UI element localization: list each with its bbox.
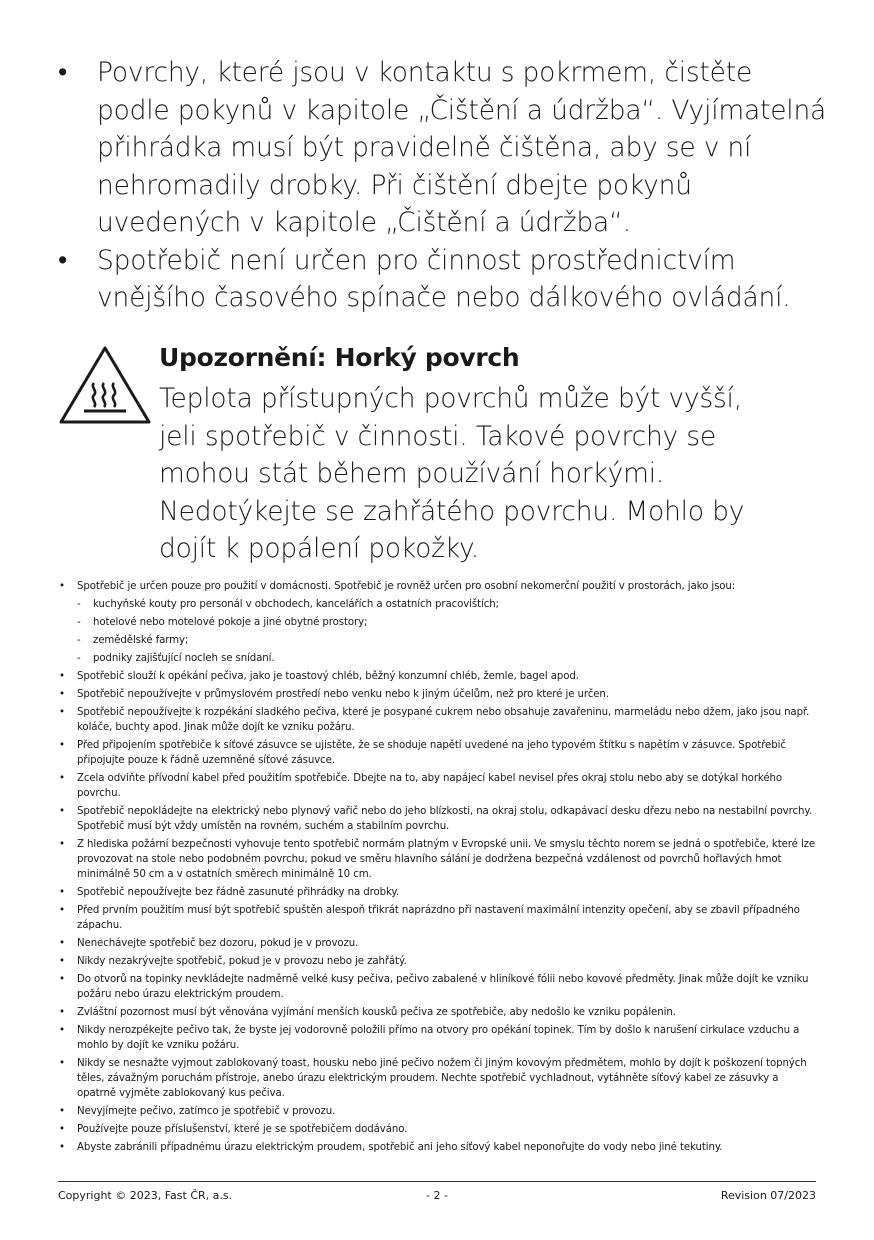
list-item: • Používejte pouze příslušenství, které je se spotřebičem dodáváno. (59, 1124, 408, 1135)
list-item-text: Zvláštní pozornost musí být věnována vyjímání menších kousků pečiva ze spotřebiče, aby nedošlo ke vzniku popálenin. (77, 1007, 676, 1018)
list-item-text: Zcela odviňte přívodní kabel před použitím spotřebiče. Dbejte na to, aby napájecí kabel nevisel přes okraj stolu nebo aby se dotýkal horkého povrchu. (77, 773, 782, 799)
hot-surface-warning-icon (58, 345, 152, 425)
footer-page-number: - 2 - (426, 1189, 448, 1202)
warning-text: Teplota přístupných povrchů může být vyšší, jeli spotřebič v činnosti. Takové povrchy se mohou stát během používání horkými. Nedotýkejte se zahřátého povrchu. Mohlo by dojít k popálení pokožky. (159, 383, 745, 564)
list-item-text: Spotřebič je určen pouze pro použití v domácnosti. Spotřebič je rovněž určen pro osobní nekomerční použití v prostorách, jako jsou: (77, 581, 736, 592)
list-item: • Nevyjímejte pečivo, zatímco je spotřebič v provozu. (59, 1106, 336, 1117)
list-item-text: Spotřebič nepokládejte na elektrický nebo plynový vařič nebo do jeho blízkosti, na okraj stolu, odkapávací desku dřezu nebo na nestabilní povrchy. Spotřebič musí být vždy umístěn na rovném, suchém a stabilním povrchu. (77, 806, 812, 832)
list-item: • Spotřebič nepokládejte na elektrický nebo plynový vařič nebo do jeho blízkosti, na okraj stolu, odkapávací desku dřezu nebo na nestabilní povrchy. Spotřebič musí být vždy umístěn na rovném, suchém a stabilním povrchu. (59, 806, 812, 832)
footer-divider (58, 1181, 816, 1182)
list-item-text: Nenechávejte spotřebič bez dozoru, pokud je v provozu. (77, 938, 359, 949)
list-item: • Před připojením spotřebiče k síťové zásuvce se ujistěte, že se shoduje napětí uvedené na jeho typovém štítku s napětím v zásuvce. Spotřebič připojujte pouze k řádně uzemněné síťové zásuvce. (59, 740, 786, 766)
list-item-text: Před prvním použitím musí být spotřebič spuštěn alespoň třikrát naprázdno při nastavení maximální intenzity opečení, aby se zbavil případného zápachu. (77, 905, 800, 931)
list-item-text: Z hlediska požární bezpečnosti vyhovuje tento spotřebič normám platným v Evropské unii. Ve smyslu těchto norem se jedná o spotřebiče, které lze provozovat na stole nebo podobném povrchu, pokud ve směru hlavního sálání je dodržena bezpečná vzdálenost od povrchů hořlavých hmot minimálně 50 cm a v ostatních směrech minimálně 10 cm. (77, 839, 816, 880)
list-item-text: Spotřebič slouží k opékání pečiva, jako je toastový chléb, běžný konzumní chléb, žemle, bagel apod. (77, 671, 579, 682)
list-item-text: Spotřebič nepoužívejte bez řádně zasunuté přihrádky na drobky. (77, 887, 400, 898)
list-item-text: zemědělské farmy; (93, 635, 189, 646)
list-item-text: Před připojením spotřebiče k síťové zásuvce se ujistěte, že se shoduje napětí uvedené na jeho typovém štítku s napětím v zásuvce. Spotřebič připojujte pouze k řádně uzemněné síťové zásuvce. (77, 740, 786, 766)
list-item-text: hotelové nebo motelové pokoje a jiné obytné prostory; (93, 617, 368, 628)
list-item: • Spotřebič nepoužívejte v průmyslovém prostředí nebo venku nebo k jiným účelům, než pro které je určen. (59, 689, 609, 700)
list-item: • Z hlediska požární bezpečnosti vyhovuje tento spotřebič normám platným v Evropské unii. Ve smyslu těchto norem se jedná o spotřebiče, které lze provozovat na stole nebo podobném povrchu, pokud ve směru hlavního sálání je dodržena bezpečná vzdálenost od povrchů hořlavých hmot minimálně 50 cm a v ostatních směrech minimálně 10 cm. (59, 839, 816, 880)
list-item: • Do otvorů na topinky nevkládejte nadměrně velké kusy pečiva, pečivo zabalené v hliníkové fólii nebo kovové předměty. Jinak může dojít ke vzniku požáru nebo úrazu elektrickým proudem. (59, 974, 809, 1000)
list-item: • Před prvním použitím musí být spotřebič spuštěn alespoň třikrát naprázdno při nastavení maximální intenzity opečení, aby se zbavil případného zápachu. (59, 905, 800, 931)
warning-title: Upozornění: Horký povrch (159, 343, 520, 372)
list-item: • Spotřebič nepoužívejte k rozpékání sladkého pečiva, které je posypané cukrem nebo obsahuje zavařeninu, marmeládu nebo džem, jako jsou např. koláče, buchty apod. Jinak může dojít ke vzniku požáru. (59, 707, 810, 733)
list-item: • Abyste zabránili případnému úrazu elektrickým proudem, spotřebič ani jeho síťový kabel neponořujte do vody nebo jiné tekutiny. (59, 1142, 723, 1153)
intro-bullet-list (58, 54, 828, 317)
list-item-text: Spotřebič nepoužívejte v průmyslovém prostředí nebo venku nebo k jiným účelům, než pro které je určen. (77, 689, 609, 700)
footer-copyright: Copyright © 2023, Fast ČR, a.s. (58, 1189, 233, 1202)
safety-instructions-list (58, 579, 818, 1158)
list-item: • Nikdy nezakrývejte spotřebič, pokud je v provozu nebo je zahřátý. (59, 956, 407, 967)
list-item: • Spotřebič není určen pro činnost prostřednictvím vnějšího časového spínače nebo dálkového ovládání. (58, 244, 791, 313)
footer-revision: Revision 07/2023 (720, 1189, 816, 1202)
list-item-text: Spotřebič není určen pro činnost prostřednictvím vnějšího časového spínače nebo dálkového ovládání. (97, 244, 791, 313)
sub-list-item: - podniky zajišťující nocleh se snídaní. (77, 653, 275, 664)
list-item-text: kuchyňské kouty pro personál v obchodech, kancelářích a ostatních pracovištích; (93, 599, 499, 610)
list-item: • Povrchy, které jsou v kontaktu s pokrmem, čistěte podle pokynů v kapitole „Čištění a údržba“. Vyjímatelná přihrádka musí být pravidelně čištěna, aby se v ní nehromadily drobky. Při čištění dbejte pokynů uvedených v kapitole „Čištění a údržba“. (58, 57, 827, 238)
list-item: • Spotřebič slouží k opékání pečiva, jako je toastový chléb, běžný konzumní chléb, žemle, bagel apod. (59, 671, 579, 682)
list-item: • Nikdy nerozpékejte pečivo tak, že byste jej vodorovně položili přímo na otvory pro opékání topinek. Tím by došlo k narušení cirkulace vzduchu a mohlo by dojít ke vzniku požáru. (59, 1025, 800, 1051)
list-item-text: Do otvorů na topinky nevkládejte nadměrně velké kusy pečiva, pečivo zabalené v hliníkové fólii nebo kovové předměty. Jinak může dojít ke vzniku požáru nebo úrazu elektrickým proudem. (77, 974, 809, 1000)
list-item-text: Nikdy nerozpékejte pečivo tak, že byste jej vodorovně položili přímo na otvory pro opékání topinek. Tím by došlo k narušení cirkulace vzduchu a mohlo by dojít ke vzniku požáru. (77, 1025, 800, 1051)
list-item-text: Spotřebič nepoužívejte k rozpékání sladkého pečiva, které je posypané cukrem nebo obsahuje zavařeninu, marmeládu nebo džem, jako jsou např. koláče, buchty apod. Jinak může dojít ke vzniku požáru. (77, 707, 810, 733)
list-item: • Spotřebič nepoužívejte bez řádně zasunuté přihrádky na drobky. (59, 887, 400, 898)
sub-list-item: - zemědělské farmy; (77, 635, 189, 646)
list-item-text: podniky zajišťující nocleh se snídaní. (93, 653, 275, 664)
sub-list-item: - kuchyňské kouty pro personál v obchodech, kancelářích a ostatních pracovištích; (77, 599, 499, 610)
list-item-text: Používejte pouze příslušenství, které je se spotřebičem dodáváno. (77, 1124, 408, 1135)
list-item: • Zcela odviňte přívodní kabel před použitím spotřebiče. Dbejte na to, aby napájecí kabel nevisel přes okraj stolu nebo aby se dotýkal horkého povrchu. (59, 773, 782, 799)
list-item-text: Nevyjímejte pečivo, zatímco je spotřebič v provozu. (77, 1106, 336, 1117)
list-item-text: Abyste zabránili případnému úrazu elektrickým proudem, spotřebič ani jeho síťový kabel neponořujte do vody nebo jiné tekutiny. (77, 1142, 723, 1153)
list-item-text: Nikdy se nesnažte vyjmout zablokovaný toast, housku nebo jiné pečivo nožem či jiným kovovým předmětem, mohlo by dojít k poškození topných těles, závažným poruchám přístroje, anebo úrazu elektrickým proudem. Nechte spotřebič vychladnout, vytáhněte síťový kabel ze zásuvky a opatrně vyjměte zablokovaný kus pečiva. (77, 1058, 807, 1099)
list-item: • Spotřebič je určen pouze pro použití v domácnosti. Spotřebič je rovněž určen pro osobní nekomerční použití v prostorách, jako jsou: (59, 581, 736, 592)
list-item: • Zvláštní pozornost musí být věnována vyjímání menších kousků pečiva ze spotřebiče, aby nedošlo ke vzniku popálenin. (59, 1007, 676, 1018)
list-item: • Nikdy se nesnažte vyjmout zablokovaný toast, housku nebo jiné pečivo nožem či jiným kovovým předmětem, mohlo by dojít k poškození topných těles, závažným poruchám přístroje, anebo úrazu elektrickým proudem. Nechte spotřebič vychladnout, vytáhněte síťový kabel ze zásuvky a opatrně vyjměte zablokovaný kus pečiva. (59, 1058, 807, 1099)
sub-list-item: - hotelové nebo motelové pokoje a jiné obytné prostory; (77, 617, 368, 628)
list-item: • Nenechávejte spotřebič bez dozoru, pokud je v provozu. (59, 938, 359, 949)
list-item-text: Nikdy nezakrývejte spotřebič, pokud je v provozu nebo je zahřátý. (77, 956, 407, 967)
list-item-text: Povrchy, které jsou v kontaktu s pokrmem, čistěte podle pokynů v kapitole „Čištění a údržba“. Vyjímatelná přihrádka musí být pravidelně čištěna, aby se v ní nehromadily drobky. Při čištění dbejte pokynů uvedených v kapitole „Čištění a údržba“. (97, 57, 827, 238)
